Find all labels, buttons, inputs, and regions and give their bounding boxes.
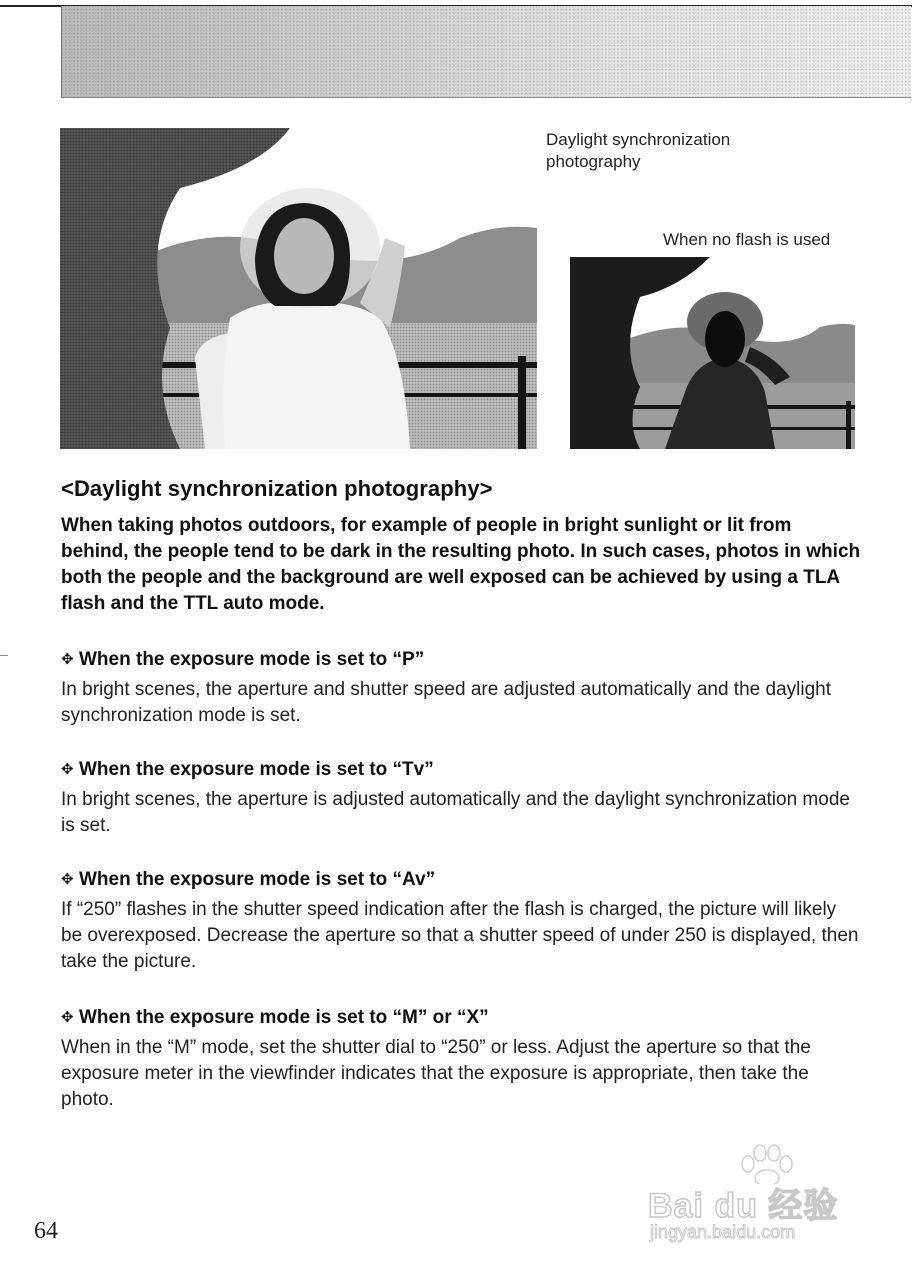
photo-illustration (570, 257, 855, 449)
mode-m-x-section (61, 1005, 861, 1113)
photo-daylight-sync (60, 128, 537, 449)
watermark-brand: Bai du 经验 (648, 1187, 839, 1225)
baidu-watermark (648, 1144, 868, 1244)
section-title: <Daylight synchronization photography> (61, 476, 493, 501)
page-number: 64 (34, 1218, 58, 1244)
mode-av-section (61, 867, 861, 975)
mode-heading: ✥ When the exposure mode is set to “Av” (61, 867, 861, 893)
mode-heading: ✥ When the exposure mode is set to “Tv” (61, 757, 861, 783)
diamond-bullet-icon: ✥ (61, 761, 74, 778)
mode-tv-section (61, 757, 861, 839)
mode-heading: ✥ When the exposure mode is set to “M” or “X” (61, 1005, 861, 1031)
header-band (61, 6, 911, 98)
caption-no-flash: When no flash is used (663, 230, 831, 249)
mode-heading: ✥ When the exposure mode is set to “P” (61, 647, 861, 673)
mode-body: In bright scenes, the aperture is adjusted automatically and the daylight synchronization mode is set. (61, 789, 850, 836)
diamond-bullet-icon: ✥ (61, 871, 74, 888)
mode-body: When in the “M” mode, set the shutter dial to “250” or less. Adjust the aperture so that the exposure meter in the viewfinder indicates that the exposure is appropriate, then take the photo. (61, 1037, 811, 1110)
margin-mark (0, 655, 8, 656)
mode-body: If “250” flashes in the shutter speed indication after the flash is charged, the picture will likely be overexposed. Decrease the aperture so that a shutter speed of under 250 is displayed, then take the picture. (61, 899, 859, 972)
watermark-url: jingyan.baidu.com (650, 1222, 796, 1242)
caption-daylight-sync: Daylight synchronization photography (546, 130, 731, 171)
photo-illustration (60, 128, 537, 449)
mode-body: In bright scenes, the aperture and shutter speed are adjusted automatically and the daylight synchronization mode is set. (61, 679, 831, 726)
diamond-bullet-icon: ✥ (61, 1009, 74, 1026)
mode-p-section (61, 647, 861, 729)
diamond-bullet-icon: ✥ (61, 651, 74, 668)
intro-paragraph: When taking photos outdoors, for example of people in bright sunlight or lit from behind, the people tend to be dark in the resulting photo. In such cases, photos in which both the people and the background are well exposed can be achieved by using a TLA flash and the TTL auto mode. (61, 515, 861, 614)
photo-no-flash (570, 257, 855, 449)
